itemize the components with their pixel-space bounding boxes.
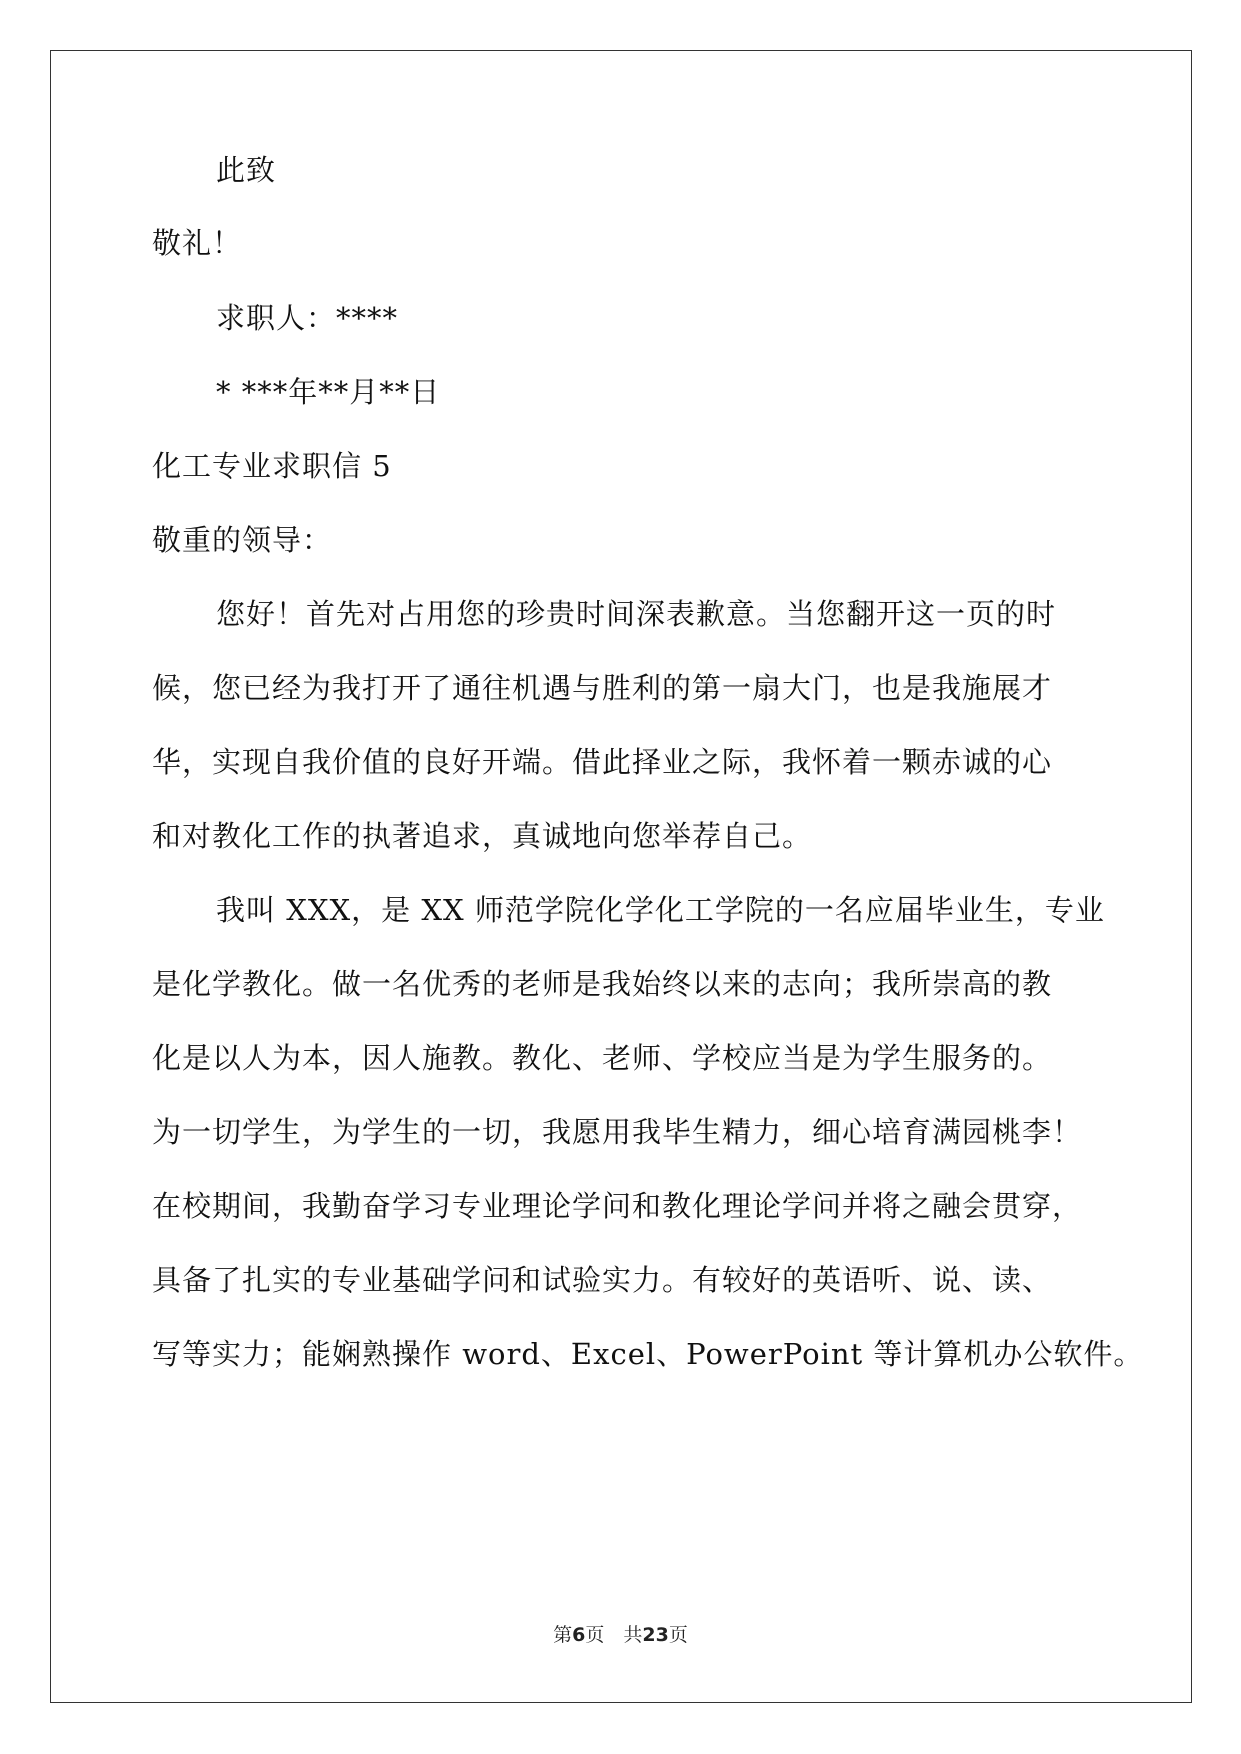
closing-line: 此致 [216, 153, 277, 187]
footer-suffix: 页 [668, 1624, 688, 1646]
body-line: 是化学教化。做一名优秀的老师是我始终以来的志向；我所崇高的教 [152, 967, 1053, 1001]
date-line: * ***年**月**日 [216, 375, 441, 409]
body-line: 化是以人为本，因人施教。教化、老师、学校应当是为学生服务的。 [152, 1041, 1053, 1075]
body-line: 具备了扎实的专业基础学问和试验实力。有较好的英语听、说、读、 [152, 1263, 1053, 1297]
page-border [50, 50, 1192, 1703]
body-line: 和对教化工作的执著追求，真诚地向您举荐自己。 [152, 819, 813, 853]
current-page-number: 6 [572, 1624, 586, 1646]
page-number-footer [0, 1624, 1241, 1646]
body-line: 为一切学生，为学生的一切，我愿用我毕生精力，细心培育满园桃李！ [152, 1115, 1083, 1149]
footer-prefix: 第 [553, 1624, 573, 1646]
body-line: 我叫 XXX，是 XX 师范学院化学化工学院的一名应届毕业生，专业 [216, 893, 1105, 927]
footer-middle: 页 共 [585, 1624, 643, 1646]
body-line: 写等实力；能娴熟操作 word、Excel、PowerPoint 等计算机办公软件。 [152, 1337, 1144, 1371]
total-pages-number: 23 [642, 1624, 669, 1646]
body-line: 华，实现自我价值的良好开端。借此择业之际，我怀着一颗赤诚的心 [152, 745, 1053, 779]
body-line: 候，您已经为我打开了通往机遇与胜利的第一扇大门，也是我施展才 [152, 671, 1053, 705]
body-line: 您好！首先对占用您的珍贵时间深表歉意。当您翻开这一页的时 [216, 597, 1057, 631]
body-line: 在校期间，我勤奋学习专业理论学问和教化理论学问并将之融会贯穿， [152, 1189, 1083, 1223]
signer-line: 求职人：**** [216, 301, 399, 335]
salutation-line: 敬礼！ [152, 226, 243, 260]
section-title: 化工专业求职信 5 [152, 449, 392, 483]
greeting-line: 敬重的领导： [152, 523, 333, 557]
